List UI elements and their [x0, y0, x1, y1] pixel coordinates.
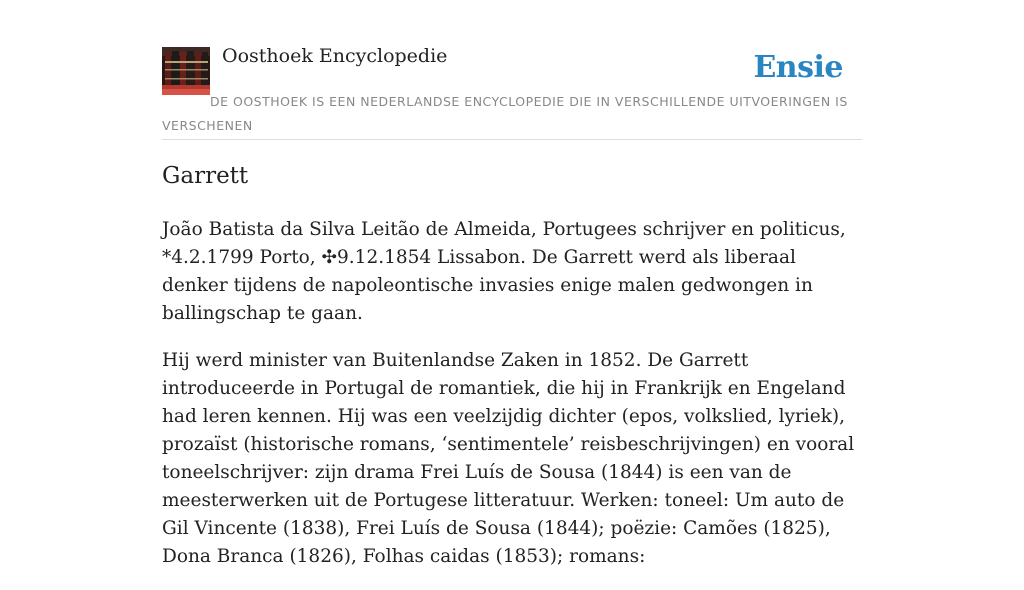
- entry-paragraph: Hij werd minister van Buitenlandse Zaken in 1852. De Garrett introduceerde in Portugal de romantiek, die hij in Frankrijk en Engeland had leren kennen. Hij was een veelzijdig dichter (epos, volkslied, lyriek), prozaïst (historische romans, ‘sentimentele’ reisbeschrijvingen) en vooral toneelschrijver: zijn drama Frei Luís de Sousa (1844) is een van de meesterwerken uit de Portugese litteratuur. Werken: toneel: Um auto de Gil Vincente (1838), Frei Luís de Sousa (1844); poëzie: Camões (1825), Dona Branca (1826), Folhas caidas (1853); romans:: [162, 350, 855, 567]
- site-avatar[interactable]: [162, 47, 210, 95]
- site-tagline: DE OOSTHOEK IS EEN NEDERLANDSE ENCYCLOPEDIE DIE IN VERSCHILLENDE UITVOERINGEN IS VERSCHENEN: [162, 94, 848, 133]
- site-header: [162, 0, 862, 140]
- site-title[interactable]: Oosthoek Encyclopedie: [222, 45, 448, 67]
- book-spines-icon: [162, 47, 210, 95]
- brand-logo[interactable]: Ensie: [753, 50, 843, 85]
- entry-content: [162, 216, 862, 590]
- entry-title: Garrett: [162, 163, 249, 189]
- entry-paragraph: João Batista da Silva Leitão de Almeida, Portugees schrijver en politicus, *4.2.1799 Porto, ✣9.12.1854 Lissabon. De Garrett werd als liberaal denker tijdens de napoleontische invasies enige malen gedwongen in ballingschap te gaan.: [162, 219, 846, 324]
- page: [162, 0, 862, 567]
